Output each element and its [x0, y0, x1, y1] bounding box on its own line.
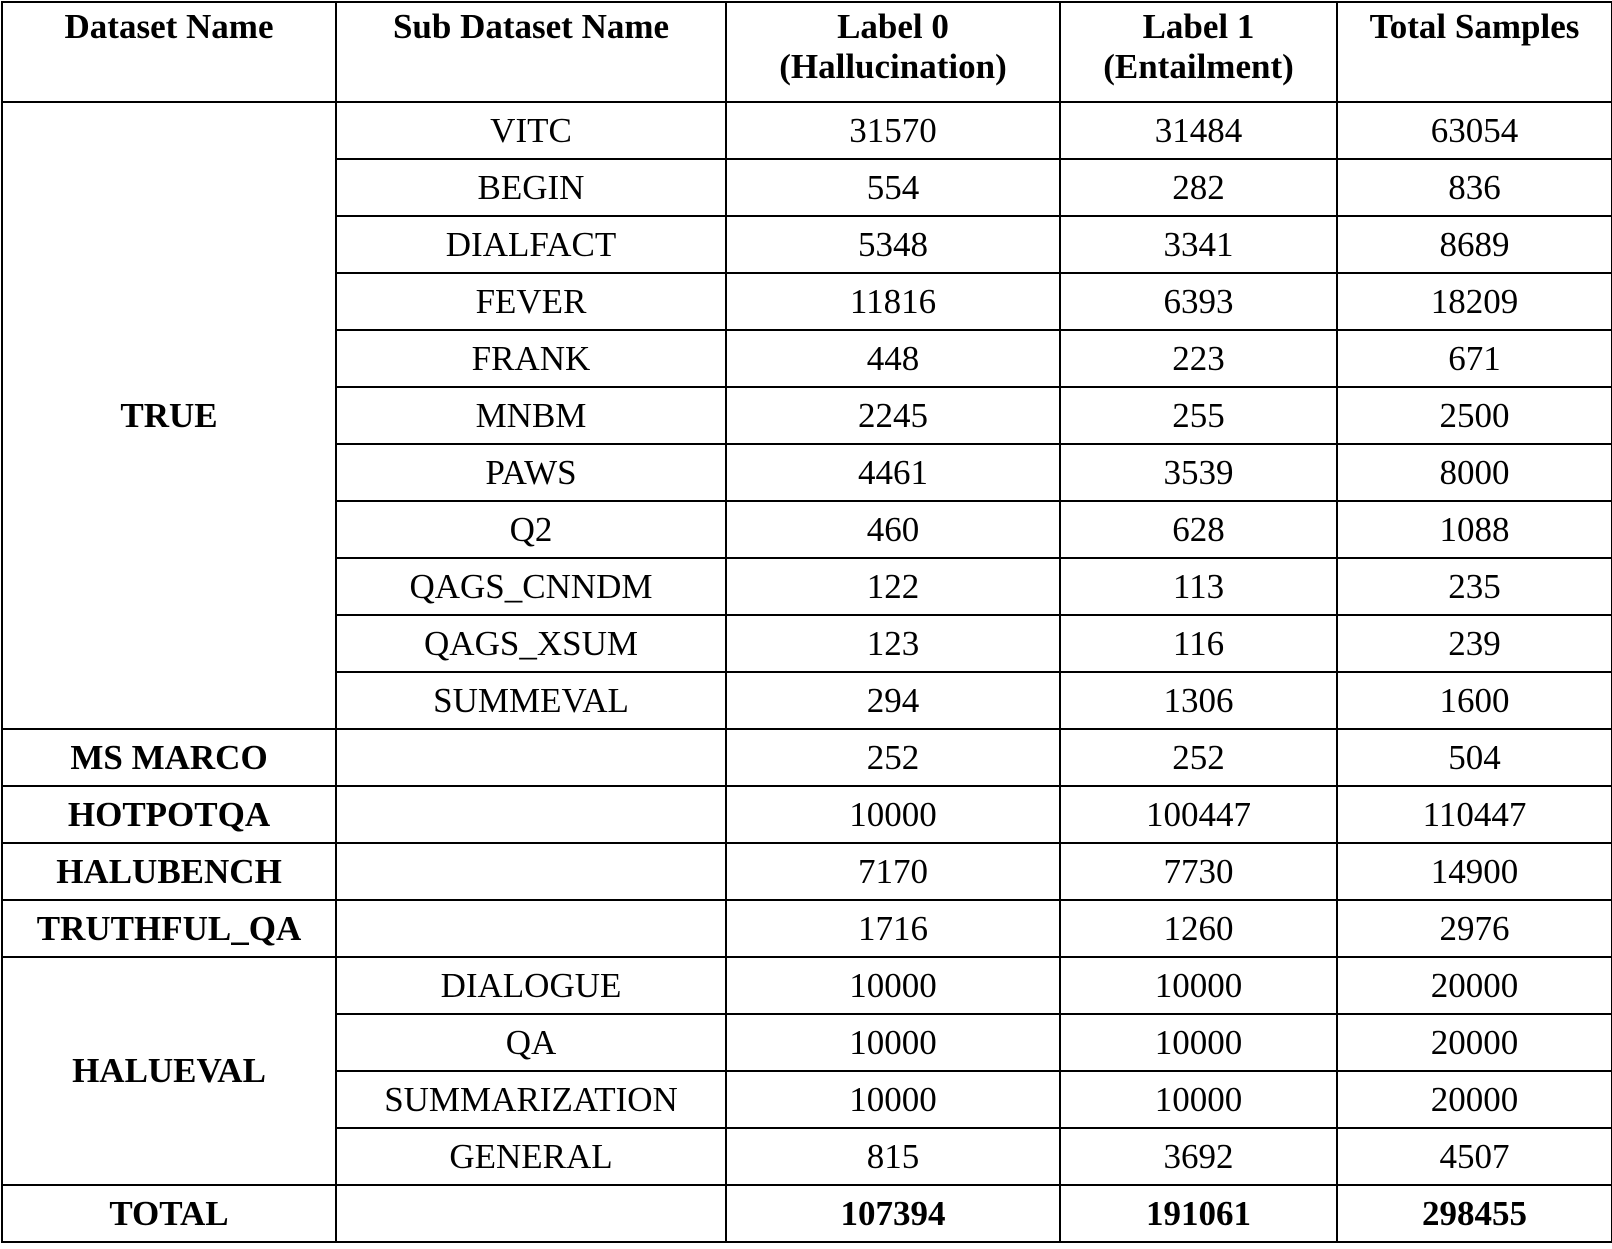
- total-samples-cell: 235: [1337, 558, 1612, 615]
- sub-dataset-cell: PAWS: [336, 444, 726, 501]
- label-1-cell: 7730: [1060, 843, 1337, 900]
- total-samples-cell: 671: [1337, 330, 1612, 387]
- label-0-cell: 11816: [726, 273, 1060, 330]
- label-0-cell: 460: [726, 501, 1060, 558]
- table-row: [2, 729, 1612, 786]
- label-1-cell: 113: [1060, 558, 1337, 615]
- label-0-cell: 122: [726, 558, 1060, 615]
- sub-dataset-cell: Q2: [336, 501, 726, 558]
- table-row: [2, 843, 1612, 900]
- label-1-cell: 252: [1060, 729, 1337, 786]
- table-row: [2, 102, 1612, 159]
- label-0-cell: 10000: [726, 1071, 1060, 1128]
- label-0-total-cell: 107394: [726, 1185, 1060, 1242]
- label-0-cell: 252: [726, 729, 1060, 786]
- label-0-cell: 10000: [726, 1014, 1060, 1071]
- label-1-cell: 10000: [1060, 1014, 1337, 1071]
- label-0-cell: 7170: [726, 843, 1060, 900]
- header-sub-dataset-name: Sub Dataset Name: [336, 2, 726, 102]
- label-1-cell: 282: [1060, 159, 1337, 216]
- label-0-cell: 815: [726, 1128, 1060, 1185]
- sub-dataset-cell: BEGIN: [336, 159, 726, 216]
- label-1-cell: 6393: [1060, 273, 1337, 330]
- total-samples-cell: 8689: [1337, 216, 1612, 273]
- label-0-cell: 10000: [726, 786, 1060, 843]
- total-samples-cell: 20000: [1337, 1014, 1612, 1071]
- table-header: [2, 2, 1612, 102]
- header-row: [2, 2, 1612, 102]
- label-1-cell: 1306: [1060, 672, 1337, 729]
- total-samples-cell: 20000: [1337, 957, 1612, 1014]
- label-1-cell: 10000: [1060, 1071, 1337, 1128]
- header-label-1: Label 1 (Entailment): [1060, 2, 1337, 102]
- total-samples-cell: 239: [1337, 615, 1612, 672]
- sub-dataset-cell: SUMMARIZATION: [336, 1071, 726, 1128]
- sub-dataset-cell: MNBM: [336, 387, 726, 444]
- sub-dataset-cell: [336, 900, 726, 957]
- header-dataset-name: Dataset Name: [2, 2, 336, 102]
- total-samples-cell: 836: [1337, 159, 1612, 216]
- sub-dataset-cell: SUMMEVAL: [336, 672, 726, 729]
- label-1-cell: 116: [1060, 615, 1337, 672]
- total-samples-cell: 110447: [1337, 786, 1612, 843]
- sub-dataset-cell: [336, 1185, 726, 1242]
- dataset-name-cell: TRUE: [2, 102, 336, 729]
- dataset-name-cell: MS MARCO: [2, 729, 336, 786]
- total-samples-cell: 2976: [1337, 900, 1612, 957]
- label-1-cell: 3539: [1060, 444, 1337, 501]
- sub-dataset-cell: QAGS_XSUM: [336, 615, 726, 672]
- dataset-name-cell: HALUBENCH: [2, 843, 336, 900]
- total-samples-cell: 4507: [1337, 1128, 1612, 1185]
- total-samples-cell: 63054: [1337, 102, 1612, 159]
- sub-dataset-cell: DIALOGUE: [336, 957, 726, 1014]
- total-samples-cell: 1600: [1337, 672, 1612, 729]
- label-0-cell: 1716: [726, 900, 1060, 957]
- dataset-name-cell: HALUEVAL: [2, 957, 336, 1185]
- label-0-cell: 10000: [726, 957, 1060, 1014]
- label-1-cell: 223: [1060, 330, 1337, 387]
- header-label-0: Label 0 (Hallucination): [726, 2, 1060, 102]
- total-samples-cell: 14900: [1337, 843, 1612, 900]
- header-total-samples: Total Samples: [1337, 2, 1612, 102]
- sub-dataset-cell: [336, 843, 726, 900]
- sub-dataset-cell: FRANK: [336, 330, 726, 387]
- label-1-cell: 10000: [1060, 957, 1337, 1014]
- label-0-cell: 5348: [726, 216, 1060, 273]
- table-body: [2, 102, 1612, 1242]
- label-1-cell: 3341: [1060, 216, 1337, 273]
- label-1-cell: 255: [1060, 387, 1337, 444]
- sub-dataset-cell: QAGS_CNNDM: [336, 558, 726, 615]
- total-samples-cell: 2500: [1337, 387, 1612, 444]
- total-label-cell: TOTAL: [2, 1185, 336, 1242]
- label-0-cell: 448: [726, 330, 1060, 387]
- label-0-cell: 294: [726, 672, 1060, 729]
- total-samples-cell: 8000: [1337, 444, 1612, 501]
- label-1-cell: 1260: [1060, 900, 1337, 957]
- table-row: [2, 957, 1612, 1014]
- sub-dataset-cell: GENERAL: [336, 1128, 726, 1185]
- label-0-cell: 2245: [726, 387, 1060, 444]
- total-samples-cell: 20000: [1337, 1071, 1612, 1128]
- table-row: [2, 786, 1612, 843]
- label-0-cell: 554: [726, 159, 1060, 216]
- sub-dataset-cell: [336, 786, 726, 843]
- sub-dataset-cell: [336, 729, 726, 786]
- dataset-name-cell: HOTPOTQA: [2, 786, 336, 843]
- sub-dataset-cell: FEVER: [336, 273, 726, 330]
- label-1-total-cell: 191061: [1060, 1185, 1337, 1242]
- total-samples-cell: 18209: [1337, 273, 1612, 330]
- total-samples-total-cell: 298455: [1337, 1185, 1612, 1242]
- total-samples-cell: 504: [1337, 729, 1612, 786]
- dataset-statistics-table: [1, 1, 1612, 1243]
- sub-dataset-cell: DIALFACT: [336, 216, 726, 273]
- label-0-cell: 123: [726, 615, 1060, 672]
- label-1-cell: 31484: [1060, 102, 1337, 159]
- table-row: [2, 900, 1612, 957]
- label-0-cell: 4461: [726, 444, 1060, 501]
- label-1-cell: 100447: [1060, 786, 1337, 843]
- label-0-cell: 31570: [726, 102, 1060, 159]
- sub-dataset-cell: VITC: [336, 102, 726, 159]
- dataset-name-cell: TRUTHFUL_QA: [2, 900, 336, 957]
- label-1-cell: 3692: [1060, 1128, 1337, 1185]
- total-samples-cell: 1088: [1337, 501, 1612, 558]
- total-row: [2, 1185, 1612, 1242]
- sub-dataset-cell: QA: [336, 1014, 726, 1071]
- label-1-cell: 628: [1060, 501, 1337, 558]
